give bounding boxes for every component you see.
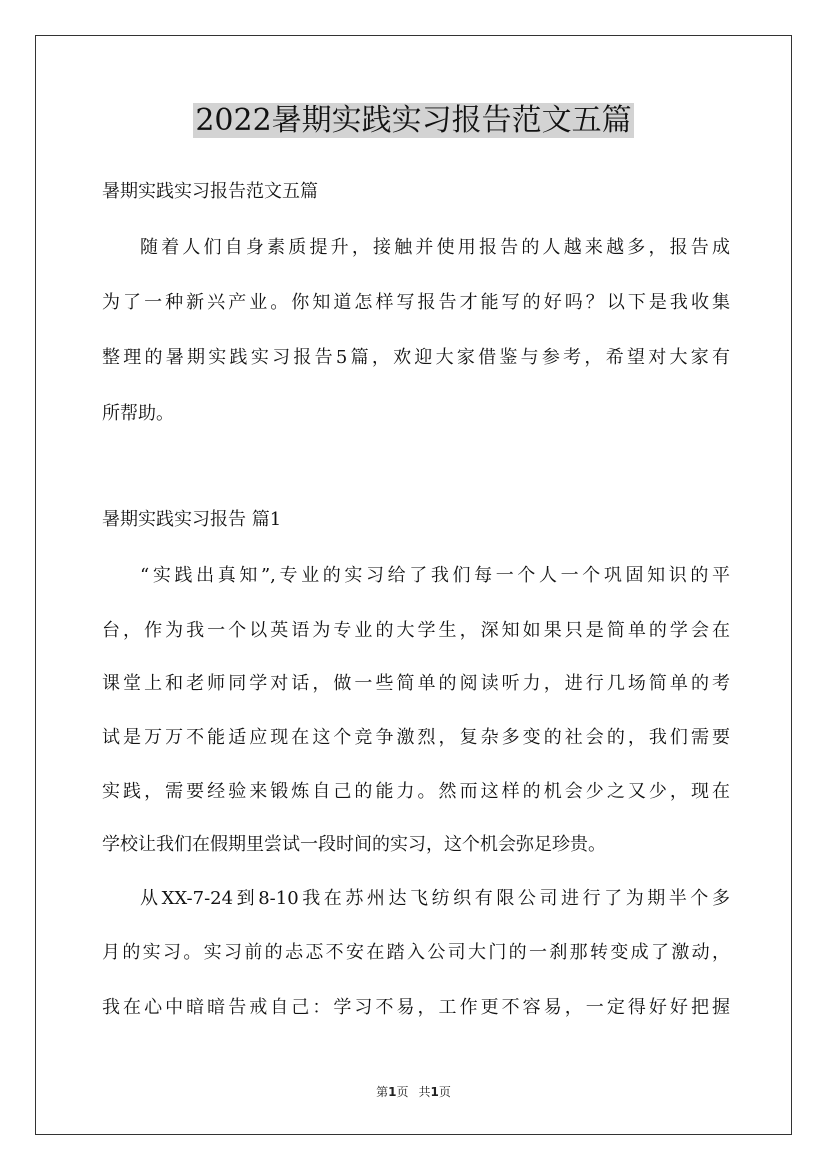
- footer-total-prefix: 共: [418, 1085, 431, 1099]
- paragraph-line: 学校让我们在假期里尝试一段时间的实习，这个机会弥足珍贵。: [102, 834, 606, 855]
- page-footer: [0, 1083, 827, 1100]
- paragraph-line: 台，作为我一个以英语为专业的大学生，深知如果只是简单的学会在: [102, 620, 730, 641]
- paragraph-line: 从XX-7-24到8-10我在苏州达飞纺织有限公司进行了为期半个多: [140, 888, 730, 909]
- paragraph-line: 试是万万不能适应现在这个竞争激烈，复杂多变的社会的，我们需要: [102, 727, 730, 748]
- footer-page-suffix: 页: [396, 1085, 409, 1099]
- paragraph-line: 所帮助。: [102, 403, 174, 424]
- paragraph-line: 我在心中暗暗告戒自己：学习不易，工作更不容易，一定得好好把握: [102, 997, 730, 1018]
- paragraph-line: 月的实习。实习前的忐忑不安在踏入公司大门的一刹那转变成了激动，: [102, 942, 730, 963]
- intro-heading: 暑期实践实习报告范文五篇: [102, 181, 318, 202]
- paragraph-line: 课堂上和老师同学对话，做一些简单的阅读听力，进行几场简单的考: [102, 673, 730, 694]
- document-title: [0, 101, 827, 141]
- footer-total-suffix: 页: [438, 1085, 451, 1099]
- paragraph-line: 随着人们自身素质提升，接触并使用报告的人越来越多，报告成: [140, 237, 730, 258]
- document-title-text: 2022暑期实践实习报告范文五篇: [195, 103, 632, 138]
- paragraph-line: “实践出真知”,专业的实习给了我们每一个人一个巩固知识的平: [140, 565, 730, 586]
- footer-page-prefix: 第: [376, 1085, 389, 1099]
- footer-page-number: 1: [388, 1085, 397, 1099]
- paragraph-line: 为了一种新兴产业。你知道怎样写报告才能写的好吗？以下是我收集: [102, 292, 730, 313]
- paragraph-line: 整理的暑期实践实习报告5篇，欢迎大家借鉴与参考，希望对大家有: [102, 347, 730, 368]
- section-heading: 暑期实践实习报告 篇1: [102, 509, 282, 530]
- footer-total-number: 1: [430, 1085, 439, 1099]
- paragraph-line: 实践，需要经验来锻炼自己的能力。然而这样的机会少之又少，现在: [102, 781, 730, 802]
